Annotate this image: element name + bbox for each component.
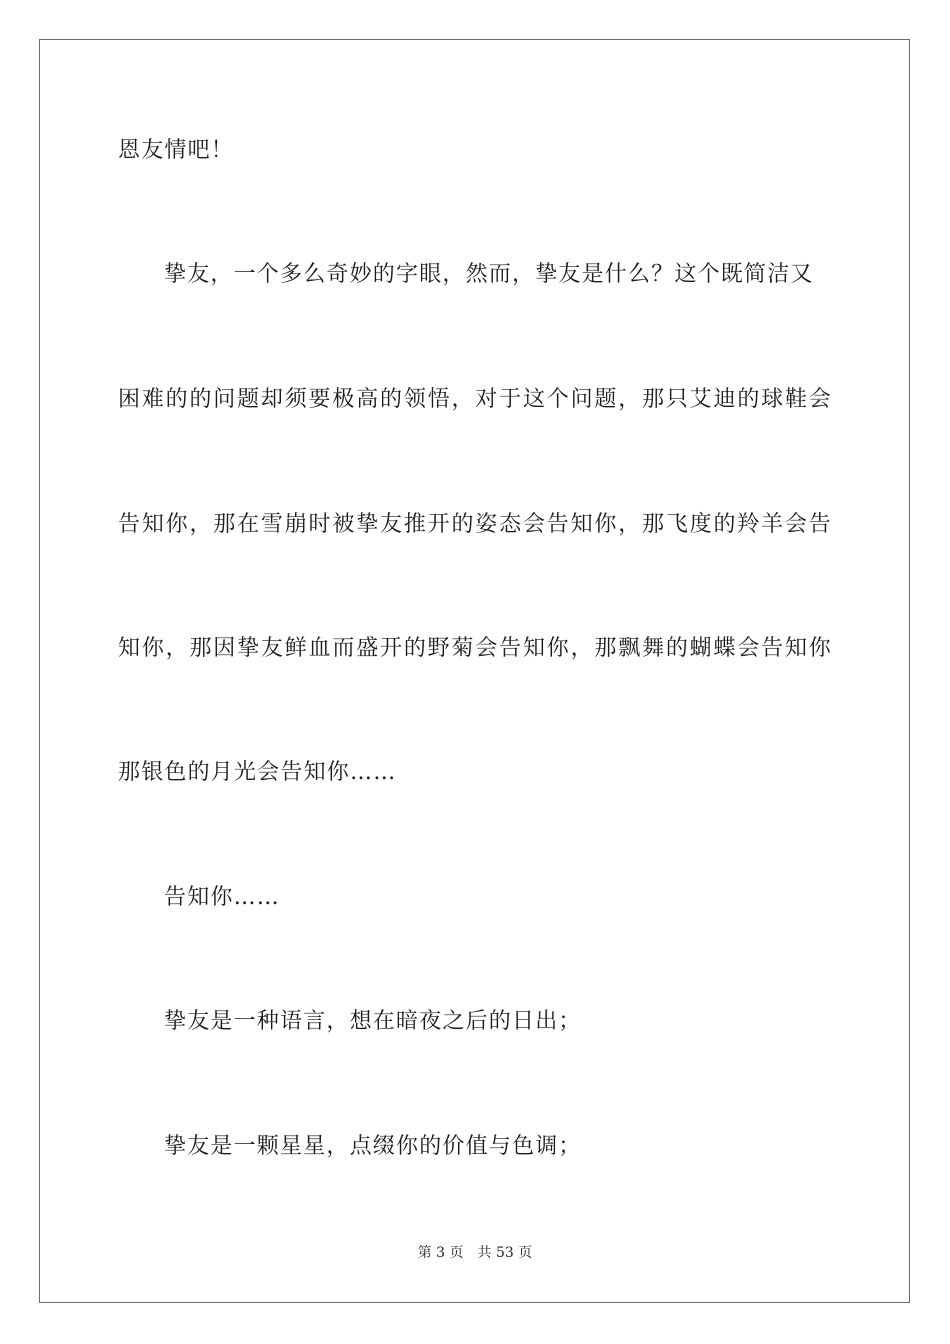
page-footer bbox=[0, 1244, 950, 1262]
text-line-8: 挚友是一种语言，想在暗夜之后的日出； bbox=[164, 1009, 582, 1034]
text-line-1: 恩友情吧！ bbox=[118, 138, 235, 163]
text-line-9: 挚友是一颗星星，点缀你的价值与色调； bbox=[164, 1134, 582, 1159]
text-line-5: 知你，那因挚友鲜血而盛开的野菊会告知你，那飘舞的蝴蝶会告知你 bbox=[118, 636, 832, 661]
text-line-7: 告知你…… bbox=[164, 885, 281, 910]
total-pages: 共 53 页 bbox=[477, 1245, 533, 1261]
page-number: 第 3 页 bbox=[417, 1245, 464, 1261]
text-line-3: 困难的的问题却须要极高的领悟，对于这个问题，那只艾迪的球鞋会 bbox=[118, 387, 832, 412]
paragraph-start-line: 挚友，一个多么奇妙的字眼，然而，挚友是什么？这个既简洁又 bbox=[164, 262, 814, 287]
text-line-6: 那银色的月光会告知你…… bbox=[118, 760, 397, 785]
text-line-4: 告知你，那在雪崩时被挚友推开的姿态会告知你，那飞度的羚羊会告 bbox=[118, 512, 832, 537]
page-border bbox=[39, 39, 910, 1303]
